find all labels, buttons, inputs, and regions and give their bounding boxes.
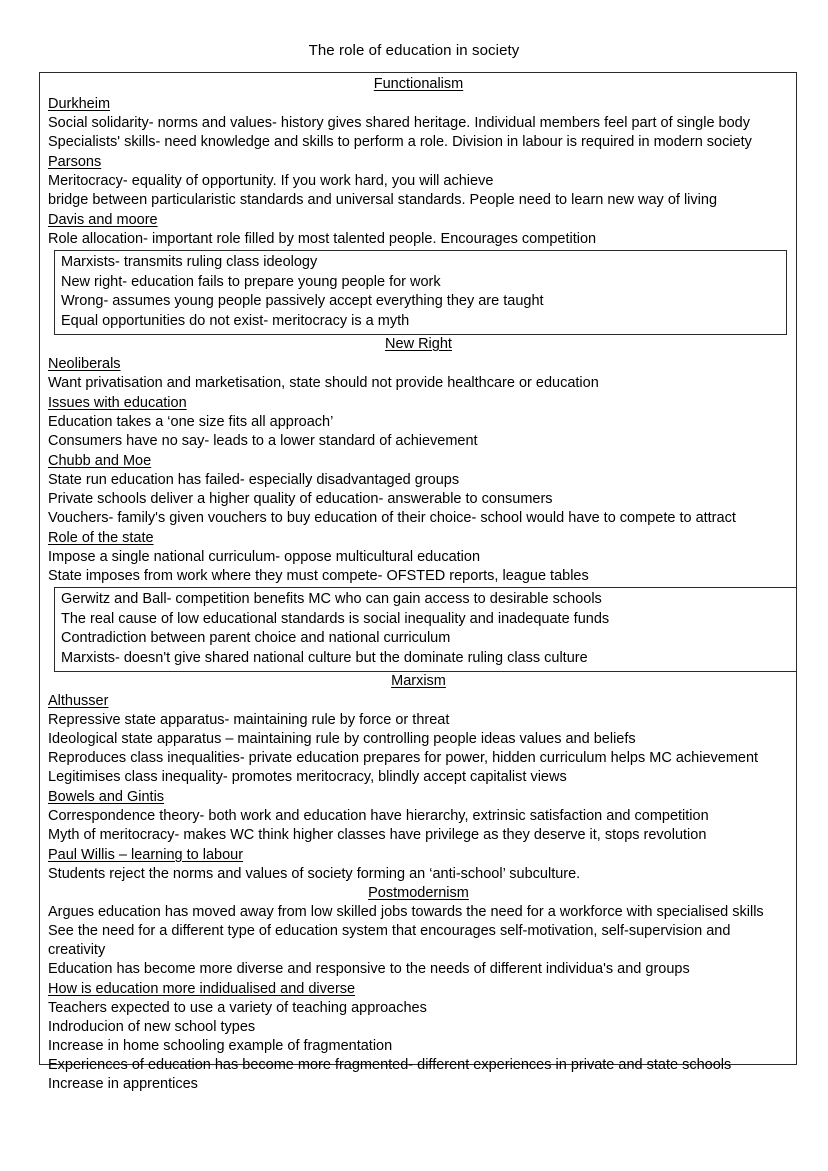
- subheading: Davis and moore: [48, 212, 158, 228]
- evaluation-line: Marxists- doesn't give shared national culture but the dominate ruling class culture: [61, 649, 588, 666]
- subheading-row: [48, 210, 789, 230]
- evaluation-box: [54, 250, 787, 335]
- note-line: Increase in home schooling example of fragmentation: [48, 1038, 393, 1054]
- note-line: Argues education has moved away from low skilled jobs towards the need for a workforce with specialised skills: [48, 904, 764, 920]
- section-heading: [48, 884, 789, 903]
- note-line: Myth of meritocracy- makes WC think higher classes have privilege as they deserve it, stops revolution: [48, 827, 707, 843]
- section-heading-label: Functionalism: [373, 76, 464, 92]
- note-line: Experiences of education has become more fragmented- different experiences in private and state schools: [48, 1057, 732, 1073]
- note-line: Want privatisation and marketisation, state should not provide healthcare or education: [48, 375, 599, 391]
- note-line: Teachers expected to use a variety of teaching approaches: [48, 1000, 427, 1016]
- note-line: Increase in apprentices: [48, 1076, 198, 1092]
- subheading-row: [48, 787, 789, 807]
- evaluation-line: Wrong- assumes young people passively accept everything they are taught: [61, 293, 544, 309]
- subheading-row: [48, 845, 789, 865]
- subheading-row: [48, 393, 789, 413]
- subheading: Neoliberals: [48, 356, 121, 372]
- subheading: Chubb and Moe: [48, 453, 152, 469]
- note-line: Vouchers- family's given vouchers to buy education of their choice- school would have to compete to attract: [48, 510, 736, 526]
- note-line: Education has become more diverse and responsive to the needs of different individua's and groups: [48, 961, 690, 977]
- note-line: Legitimises class inequality- promotes meritocracy, blindly accept capitalist views: [48, 769, 567, 785]
- subheading: Issues with education: [48, 395, 187, 411]
- section-heading-label: Postmodernism: [368, 885, 469, 901]
- note-line: Impose a single national curriculum- oppose multicultural education: [48, 549, 481, 565]
- section-heading-label: New Right: [385, 336, 452, 352]
- subheading-row: [48, 354, 789, 374]
- notes-container: [39, 72, 797, 1092]
- page-title: The role of education in society: [308, 42, 520, 59]
- subheading-row: [48, 691, 789, 711]
- note-line: State run education has failed- especially disadvantaged groups: [48, 472, 460, 488]
- subheading: How is education more indidualised and diverse: [48, 981, 356, 997]
- note-line: Consumers have no say- leads to a lower standard of achievement: [48, 433, 478, 449]
- subheading-row: [48, 451, 789, 471]
- section-heading: [48, 75, 789, 94]
- subheading-row: [48, 94, 789, 114]
- note-line: Ideological state apparatus – maintaining rule by controlling people ideas values and beliefs: [48, 731, 636, 747]
- subheading-row: [48, 979, 789, 999]
- evaluation-line: Equal opportunities do not exist- meritocracy is a myth: [61, 312, 410, 329]
- note-line: Specialists' skills- need knowledge and skills to perform a role. Division in labour is required in modern society: [48, 134, 752, 150]
- evaluation-line: Marxists- transmits ruling class ideology: [61, 254, 318, 270]
- evaluation-line: Contradiction between parent choice and national curriculum: [61, 630, 451, 646]
- note-line: bridge between particularistic standards and universal standards. People need to learn new way of living: [48, 192, 718, 208]
- note-line: Role allocation- important role filled by most talented people. Encourages competition: [48, 231, 597, 247]
- subheading: Durkheim: [48, 96, 111, 112]
- subheading: Althusser: [48, 693, 109, 709]
- note-line: Education takes a ‘one size fits all approach’: [48, 414, 334, 430]
- note-line: See the need for a different type of education system that encourages self-motivation, self-supervision and creativity: [48, 923, 731, 958]
- note-line: Repressive state apparatus- maintaining rule by force or threat: [48, 712, 450, 728]
- subheading: Paul Willis – learning to labour: [48, 847, 244, 863]
- evaluation-line: The real cause of low educational standards is social inequality and inadequate funds: [61, 610, 610, 627]
- note-line: State imposes from work where they must compete- OFSTED reports, league tables: [48, 568, 589, 584]
- subheading-row: [48, 152, 789, 172]
- evaluation-line: Gerwitz and Ball- competition benefits MC who can gain access to desirable schools: [61, 591, 602, 607]
- section-heading-label: Marxism: [391, 673, 446, 689]
- section-heading: [48, 672, 789, 691]
- note-line: Reproduces class inequalities- private education prepares for power, hidden curriculum helps MC achievement: [48, 750, 759, 766]
- section-heading: [48, 335, 789, 354]
- note-line: Meritocracy- equality of opportunity. If you work hard, you will achieve: [48, 173, 494, 189]
- note-line: Correspondence theory- both work and education have hierarchy, extrinsic satisfaction and competition: [48, 808, 709, 824]
- subheading: Parsons: [48, 154, 102, 170]
- subheading: Role of the state: [48, 530, 154, 546]
- note-line: Students reject the norms and values of society forming an ‘anti-school’ subculture.: [48, 866, 581, 882]
- note-line: Social solidarity- norms and values- history gives shared heritage. Individual members feel part of single body: [48, 115, 750, 131]
- note-line: Private schools deliver a higher quality of education- answerable to consumers: [48, 491, 553, 507]
- note-line: Indroducion of new school types: [48, 1019, 256, 1035]
- evaluation-box: [54, 587, 797, 672]
- subheading-row: [48, 528, 789, 548]
- subheading: Bowels and Gintis: [48, 789, 165, 805]
- evaluation-line: New right- education fails to prepare young people for work: [61, 273, 441, 290]
